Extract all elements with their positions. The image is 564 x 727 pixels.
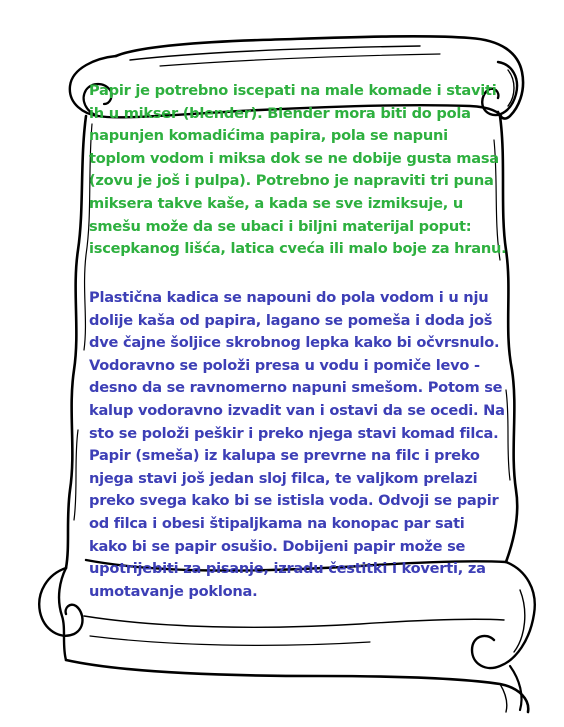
paragraph-paper-forming: Plastična kadica se napouni do pola vodom i u nju dolije kaša od papira, lagano se pomeša i doda još dve čajne šoljice skrobnog lepka kako bi očvrsnulo. Vodoravno se položi presa u vodu i pomiče levo - desno da se ravnomerno napuni smešom. Potom se kalup vodoravno izvadit van i ostavi da se ocedi. Na sto se položi peškir i preko njega stavi komad filca. Papir (smeša) iz kalupa se prevrne na filc i preko njega stavi još jedan sloj filca, te valjkom prelazi preko svega kako bi se istisla voda. Odvoji se papir od filca i obesi štipaljkama na konopac par sati kako bi se papir osušio. Dobijeni papir može se upotrijebiti za pisanje, izradu čestitki i koverti, za umotavanje poklona.: [89, 289, 505, 600]
paragraph-pulp-preparation: Papir je potrebno iscepati na male komade i staviti ih u mikser (blender). Blender mora biti do pola napunjen komadićima papira, pola se napuni toplom vodom i miksa dok se ne dobije gusta masa (zovu je još i pulpa). Potrebno je napraviti tri puna miksera takve kaše, a kada se sve izmiksuje, u smešu može da se ubaci i biljni materijal poput: iscepkanog lišća, latica cveća ili malo boje za hranu.: [89, 82, 507, 258]
bottom-roll-body: [66, 660, 528, 712]
